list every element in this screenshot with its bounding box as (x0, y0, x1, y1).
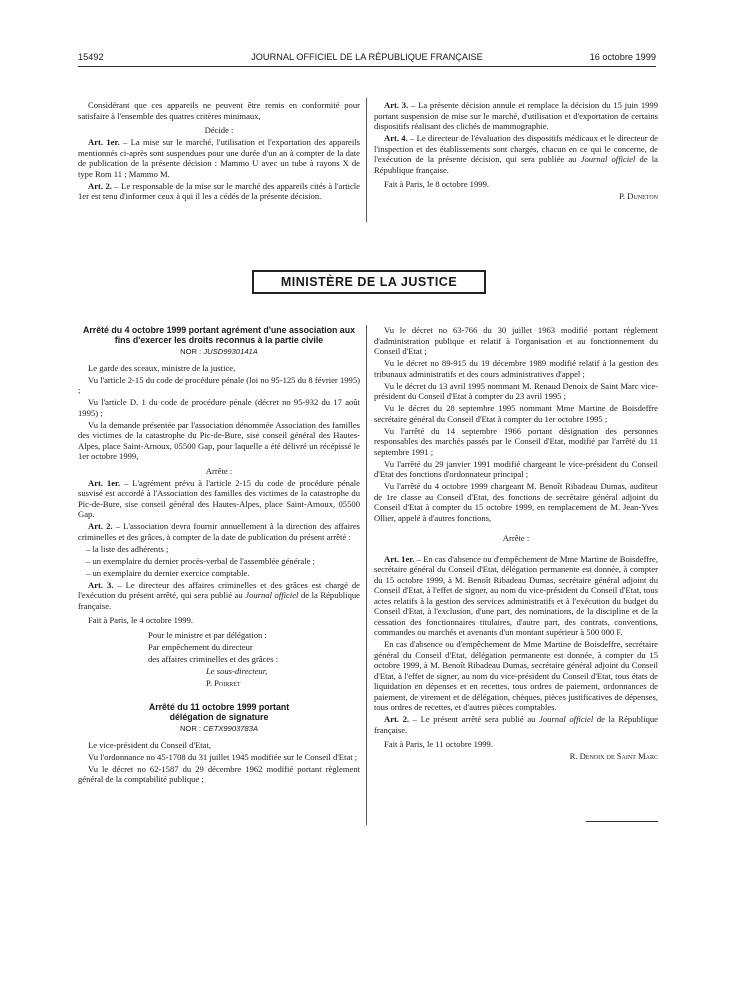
article-label: Art. 3. (384, 100, 409, 110)
bottom-right-column (374, 325, 658, 763)
article-text: de la République française. (374, 714, 658, 735)
article-text: – Le présent arrêté sera publié au (409, 714, 540, 724)
nor-line (78, 724, 360, 735)
considering-paragraph: Considérant que ces appareils ne peuvent être remis en conformité pour satisfaire à l'ensemble des quatres critères minimaux, (78, 100, 360, 121)
paragraph: Vu le décret no 63-766 du 30 juillet 1963 modifié portant règlement d'administration publique et relatif à l'organisation et au fonctionnement du Conseil d'Etat ; (374, 325, 658, 356)
signature: R. Denoix de Saint Marc (569, 751, 658, 761)
paragraph: Le garde des sceaux, ministre de la justice, (88, 362, 236, 373)
article-text: – En cas d'absence ou d'empêchement de Mme Martine de Boisdeffre, secrétaire général du Conseil d'Etat, délégation permanente est donnée, à compter du 15 octobre 1999, à M. Benoît Ribadeau Dumas, secrétaire général adjoint du Conseil d'Etat, à l'effet de signer, au nom du vice-président du Conseil d'Etat, tous actes relatifs à la gestion des services administratifs et à l'exécution du budget du Conseil d'Etat, à l'exclusion, d'une part, des nominations, de la discipline et de la cessation des fonctionnaires titulaires, d'autre part, des contrats, conventions, commandes ou marchés et avenants d'un montant supérieur à 500 000 F. (374, 553, 658, 637)
article-label: Art. 3. (88, 579, 114, 590)
section-banner: MINISTÈRE DE LA JUSTICE (252, 270, 486, 294)
article-text: de la République française. (78, 590, 360, 611)
fait-line: Fait à Paris, le 4 octobre 1999. (88, 615, 194, 625)
decide-heading: Décide : (204, 125, 234, 135)
article-label: Art. 1er. (88, 477, 121, 488)
paragraph: Vu la demande présentée par l'association dénommée Association des familles des victimes de la catastrophe du Pic-de-Bure, sise conseil général des Hautes-Alpes, place Saint-Arnoux, 05500 Gap, pour laquelle a été délivré un récépissé le 1er octobre 1999, (78, 419, 360, 461)
article-text: – Le directeur de l'évaluation des dispositifs médicaux et le directeur de l'inspection et des établissements sont chargés, chacun en ce qui le concerne, de l'exécution de la présente décision, qui sera publiée au (374, 133, 659, 164)
paragraph: Vu le décret no 89-915 du 19 décembre 1989 modifié relatif à la gestion des tribunaux administratifs et des cours administratives d'appel ; (374, 358, 658, 379)
article-label: Art. 2. (88, 180, 112, 191)
paragraph: En cas d'absence ou d'empêchement de Mme Martine de Boisdeffre, secrétaire général du Conseil d'Etat, délégation permanente est donnée, à compter du 15 octobre 1999, à M. Benoît Ribadeau Dumas, secrétaire général adjoint du Conseil d'Etat, à l'effet de signer, au nom du vice-président du Conseil d'Etat, tous états de liquidation en dépenses et en recettes, tous ordres de paiement, ordonnances de paiement, de virement et de délégation, chèques, pièces justificatives de dépenses, tous ordres de recettes, et d'autres pièces comptables. (374, 639, 658, 712)
article-text: – La mise sur le marché, l'utilisation et l'exportation des appareils mentionnés ci-après sont suspendues pour une durée d'un an à compter de la date de publication de la présente décision : Mammo U avec un tube à rayons X de type Rom 11 ; Mammo M. (78, 137, 360, 179)
signature: P. Duneton (619, 191, 658, 201)
issue-date: 16 octobre 1999 (589, 52, 656, 62)
signature-line: Pour le ministre et par délégation : (148, 629, 267, 640)
paragraph: Vu l'arrêté du 29 janvier 1991 modifié chargeant le vice-président du Conseil d'Etat des fonctions d'ordonnateur principal ; (374, 458, 658, 479)
arrete-heading: Arrête : (205, 465, 233, 476)
paragraph: Vu le décret du 13 avril 1995 nommant M. Renaud Denoix de Saint Marc vice-président du Conseil d'Etat à compter du 23 avril 1995 ; (374, 380, 658, 401)
paragraph: Vu l'arrêté du 14 septembre 1966 portant désignation des personnes responsables des marchés passés par le Conseil d'Etat, modifié par l'arrêté du 11 septembre 1991 ; (374, 425, 658, 457)
nor-code: JUSD9930141A (203, 347, 258, 356)
article-label: Art. 2. (384, 714, 410, 724)
sous-directeur: Le sous-directeur, (206, 665, 268, 676)
article-1 (374, 554, 658, 638)
nor-label: NOR : (179, 724, 204, 733)
list-item: – un exemplaire du dernier exercice comptable. (86, 567, 250, 578)
article-text: de la République française. (374, 154, 658, 175)
article-2 (78, 521, 360, 542)
signature-title (78, 666, 360, 677)
journal-title: JOURNAL OFFICIEL DE LA RÉPUBLIQUE FRANÇAISE (251, 52, 483, 62)
article-1 (78, 137, 360, 179)
nor-line (78, 347, 360, 358)
signature-line: Par empêchement du directeur (148, 641, 253, 652)
closing-rule (586, 821, 658, 822)
column-divider-top (366, 98, 367, 222)
article-label: Art. 4. (384, 133, 408, 143)
paragraph: Vu le décret du 28 septembre 1995 nommant Mme Martine de Boisdeffre secrétaire général du Conseil d'Etat à compter du 1er octobre 1995 ; (374, 403, 658, 424)
signature: P. Poirret (206, 677, 241, 688)
nor-label: NOR : (180, 347, 204, 356)
article-4 (374, 133, 658, 175)
article-3 (78, 580, 360, 612)
journal-officiel-ref: Journal officiel (539, 714, 594, 724)
paragraph: Vu l'article D. 1 du code de procédure pénale (décret no 95-932 du 17 août 1995) ; (78, 397, 360, 418)
article-2 (78, 181, 360, 202)
top-left-column (78, 100, 360, 203)
article-text: – L'association devra fournir annuellement à la direction des affaires criminelles et des grâces, à compter de la date de publication du présent arrêté : (78, 521, 361, 542)
arrete-heading: Arrête : (502, 533, 530, 543)
column-divider-bottom (366, 325, 367, 825)
article-text: – L'agrément prévu à l'article 2-15 du code de procédure pénale susvisé est accordé à l'Association des familles des victimes de la catastrophe du Pic-de-Bure, sise conseil général des Hautes-Alpes, place Saint-Arnoux, 05500 Gap. (78, 477, 360, 519)
paragraph: Vu l'arrêté du 4 octobre 1999 chargeant M. Benoît Ribadeau Dumas, auditeur de 1re classe au Conseil d'Etat, des fonctions de secrétaire général adjoint du Conseil d'Etat à compter du 15 octobre 1999, en remplacement de M. Jean-Yves Ollier, appelé à d'autres fonctions, (374, 481, 658, 523)
bottom-left-column (78, 325, 360, 786)
paragraph: Vu l'article 2-15 du code de procédure pénale (loi no 95-125 du 8 février 1995) ; (78, 374, 360, 395)
article-label: Art. 1er. (384, 553, 415, 564)
article-2 (374, 714, 658, 735)
arrete-1-title: Arrêté du 4 octobre 1999 portant agrément d'une association aux fins d'exercer les droits reconnus à la partie civile (83, 325, 355, 345)
header-rule (78, 66, 656, 67)
journal-officiel-ref: Journal officiel (245, 590, 299, 600)
paragraph: Le vice-président du Conseil d'Etat, (88, 739, 212, 750)
signature-line: des affaires criminelles et des grâces : (148, 653, 279, 664)
nor-code: CETX9903783A (203, 724, 259, 733)
article-text: – La présente décision annule et remplace la décision du 15 juin 1999 portant suspension de mise sur le marché, d'utilisation et d'exportation de certains dispositifs réalisant des clichés de mammographie. (374, 100, 659, 131)
top-right-column (374, 100, 658, 203)
article-1 (78, 478, 360, 520)
page-number: 15492 (78, 52, 104, 62)
paragraph: Vu l'ordonnance no 45-1708 du 31 juillet 1945 modifiée sur le Conseil d'Etat ; (88, 751, 358, 762)
article-label: Art. 1er. (88, 137, 120, 147)
article-text: – Le directeur des affaires criminelles et des grâces est chargé de l'exécution du présent arrêté, qui sera publié au (78, 579, 360, 600)
article-label: Art. 2. (88, 521, 113, 531)
article-3 (374, 100, 658, 132)
fait-line: Fait à Paris, le 11 octobre 1999. (384, 739, 493, 749)
list-item: – un exemplaire du dernier procès-verbal de l'assemblée générale ; (86, 555, 315, 566)
article-text: – Le responsable de la mise sur le marché des appareils cités à l'article 1er est tenu d'informer ceux à qui il les a cédés de la présente décision. (78, 180, 361, 201)
list-item: – la liste des adhérents ; (86, 543, 169, 554)
journal-officiel-ref: Journal officiel (580, 154, 636, 164)
arrete-2-title: Arrêté du 11 octobre 1999 portant délégation de signature (148, 702, 290, 722)
paragraph: Vu le décret no 62-1587 du 29 décembre 1962 modifié portant règlement général de la comptabilité publique ; (78, 763, 360, 784)
fait-line: Fait à Paris, le 8 octobre 1999. (384, 179, 490, 189)
